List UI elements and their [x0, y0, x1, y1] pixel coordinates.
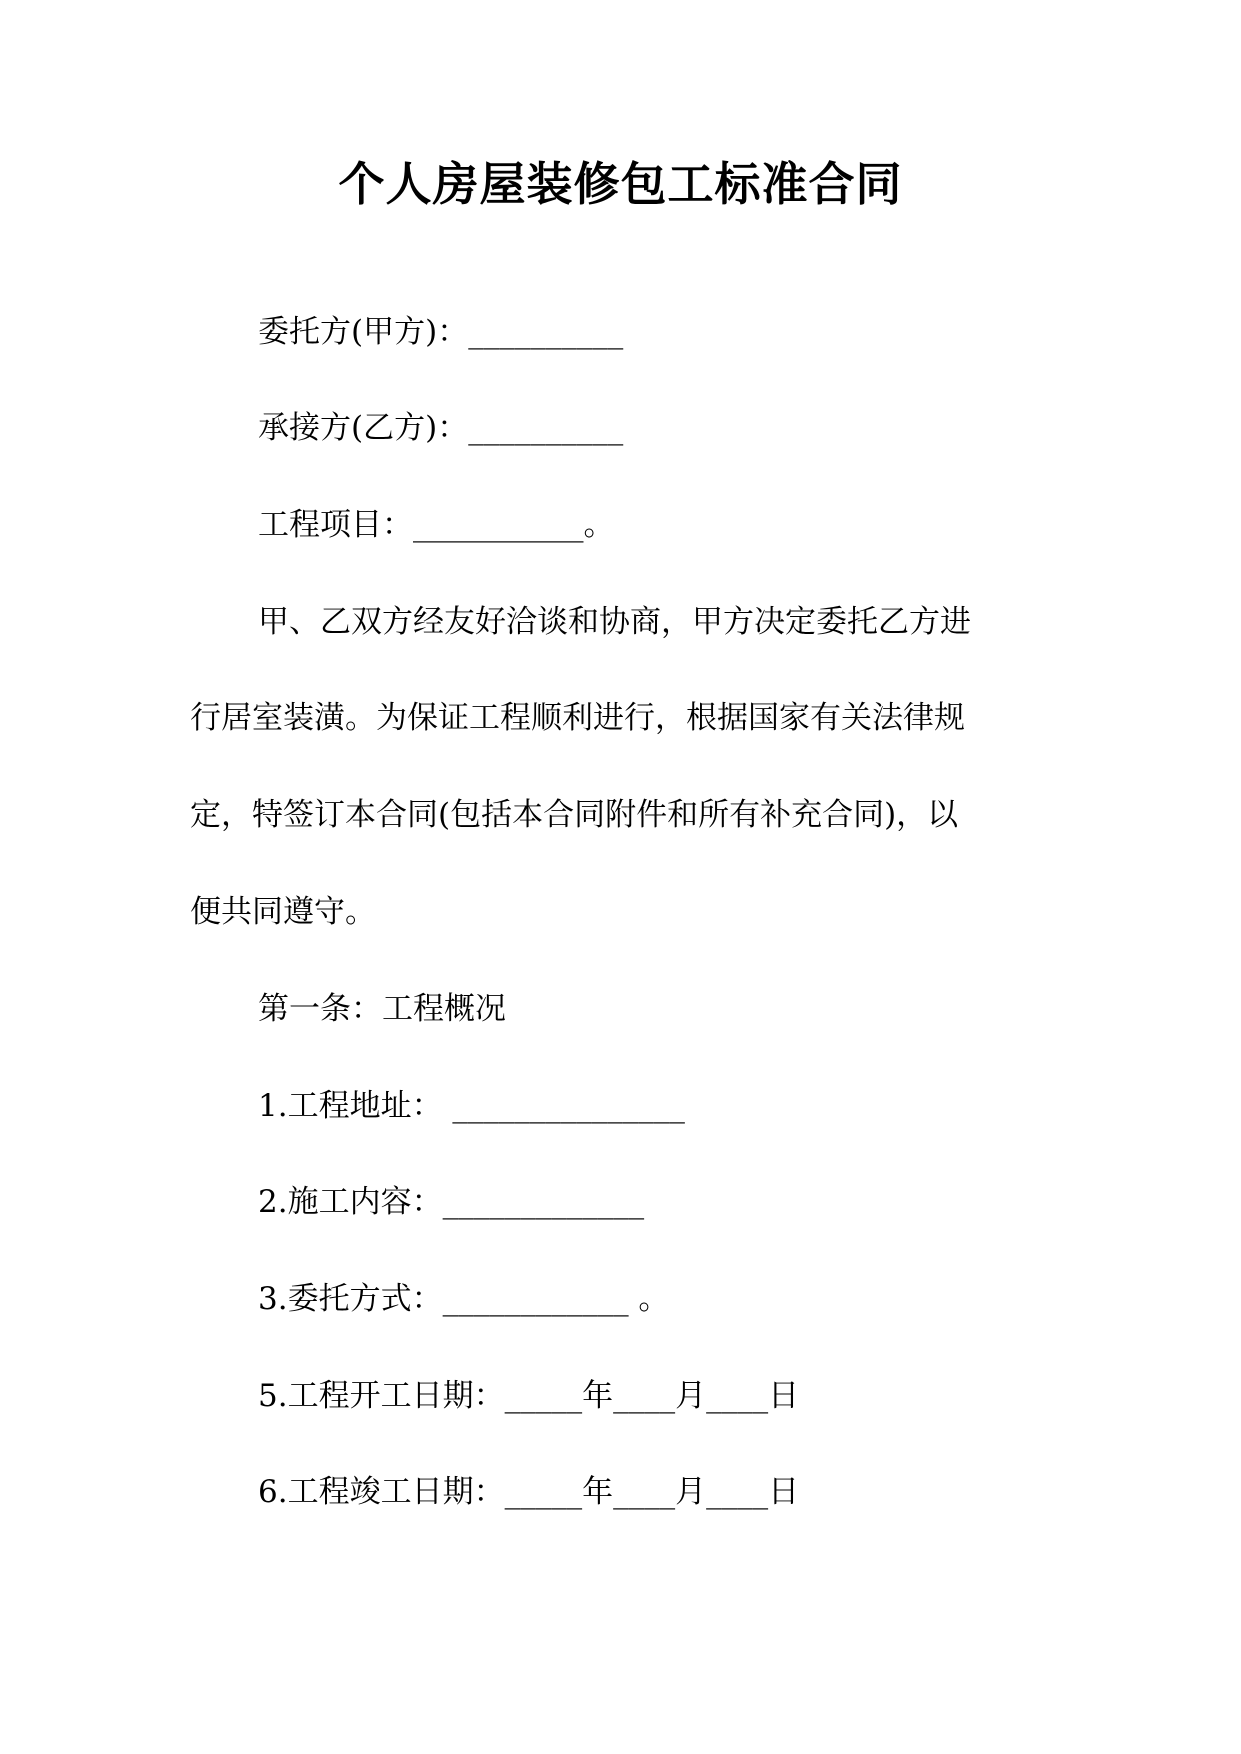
project-line: 工程项目：___________。: [258, 507, 615, 543]
item-start-date: 5.工程开工日期：_____年____月____日: [258, 1378, 800, 1414]
article-1-heading: 第一条：工程概况: [258, 991, 506, 1027]
party-b-line: 承接方(乙方)：__________: [258, 410, 624, 446]
item-content: 2.施工内容：_____________: [258, 1184, 645, 1220]
intro-paragraph-line-1: 甲、乙双方经友好洽谈和协商，甲方决定委托乙方进: [258, 604, 971, 640]
document-title: 个人房屋装修包工标准合同: [338, 157, 903, 211]
party-a-line: 委托方(甲方)：__________: [258, 314, 624, 350]
item-end-date: 6.工程竣工日期：_____年____月____日: [258, 1474, 800, 1510]
intro-paragraph-line-4: 便共同遵守。: [190, 894, 376, 930]
intro-paragraph-line-3: 定，特签订本合同(包括本合同附件和所有补充合同)，以: [190, 797, 959, 833]
item-method: 3.委托方式：____________ 。: [258, 1281, 670, 1317]
intro-paragraph-line-2: 行居室装潢。为保证工程顺利进行，根据国家有关法律规: [190, 700, 965, 736]
item-address: 1.工程地址： _______________: [258, 1088, 685, 1124]
